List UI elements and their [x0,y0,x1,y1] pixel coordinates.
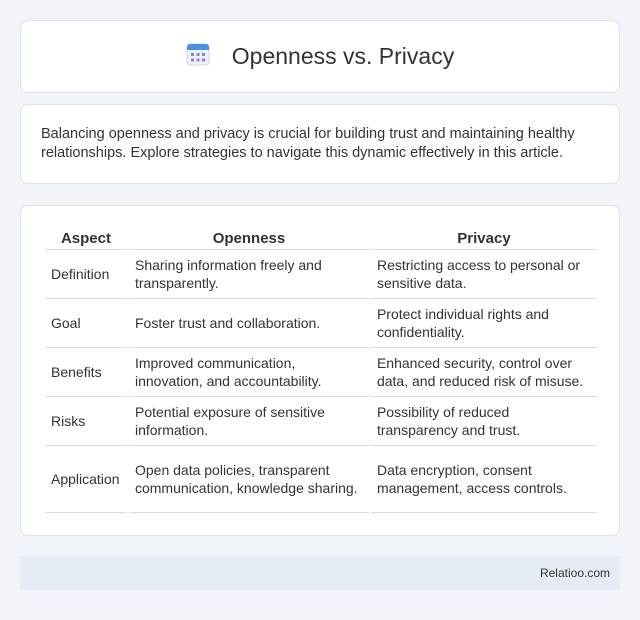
openness-cell: Sharing information freely and transparently. [129,250,369,299]
privacy-cell: Restricting access to personal or sensitive data. [371,250,597,299]
header-openness: Openness [129,226,369,250]
comparison-card [20,205,620,536]
aspect-cell: Definition [45,250,127,299]
table-row [45,348,597,397]
openness-cell: Improved communication, innovation, and accountability. [129,348,369,397]
privacy-cell: Protect individual rights and confidentiality. [371,299,597,348]
privacy-cell: Possibility of reduced transparency and trust. [371,397,597,446]
aspect-cell: Benefits [45,348,127,397]
table-row [45,446,597,513]
header [186,42,454,71]
aspect-cell: Application [45,446,127,513]
comparison-table [43,226,599,513]
privacy-cell: Data encryption, consent management, access controls. [371,446,597,513]
intro-card [20,104,620,184]
privacy-cell: Enhanced security, control over data, and reduced risk of misuse. [371,348,597,397]
aspect-cell: Goal [45,299,127,348]
table-row [45,397,597,446]
openness-cell: Open data policies, transparent communication, knowledge sharing. [129,446,369,513]
calendar-icon [186,42,210,71]
openness-cell: Potential exposure of sensitive information. [129,397,369,446]
page-title: Openness vs. Privacy [231,43,455,69]
intro-text: Balancing openness and privacy is crucial for building trust and maintaining healthy relationships. Explore strategies to navigate this dynamic effectively in this article. [41,126,575,161]
header-card [20,20,620,93]
openness-cell: Foster trust and collaboration. [129,299,369,348]
table-row [45,299,597,348]
footer [20,556,620,590]
header-privacy: Privacy [371,226,597,250]
footer-brand: Relatioo.com [539,566,610,580]
table-header-row [45,226,597,250]
header-aspect: Aspect [45,226,127,250]
table-row [45,250,597,299]
aspect-cell: Risks [45,397,127,446]
